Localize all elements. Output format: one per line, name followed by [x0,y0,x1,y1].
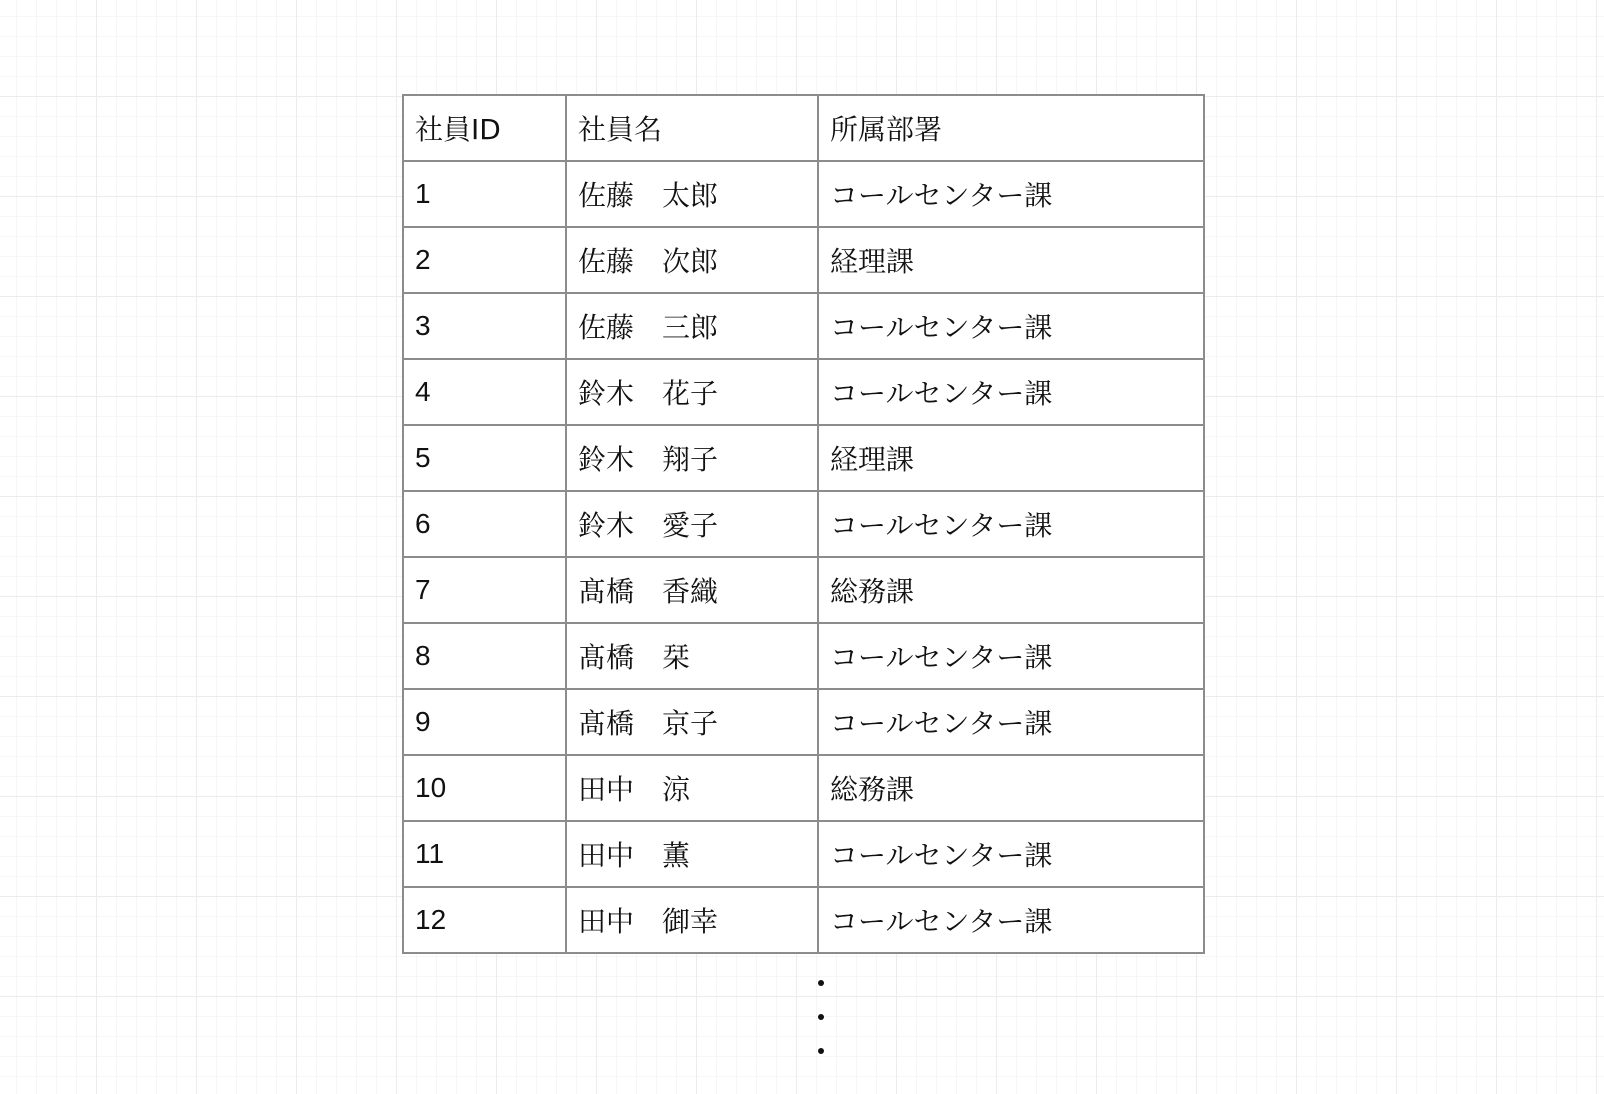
table-row [403,293,1204,359]
cell-employee-id: 12 [403,887,566,953]
cell-employee-name: 田中 涼 [566,755,818,821]
table-row [403,359,1204,425]
cell-employee-id: 11 [403,821,566,887]
cell-employee-name: 髙橋 京子 [566,689,818,755]
cell-department: コールセンター課 [818,161,1204,227]
cell-department: コールセンター課 [818,491,1204,557]
cell-department: 総務課 [818,755,1204,821]
cell-department: 経理課 [818,227,1204,293]
cell-employee-name: 鈴木 翔子 [566,425,818,491]
cell-employee-id: 8 [403,623,566,689]
cell-employee-id: 3 [403,293,566,359]
cell-department: コールセンター課 [818,689,1204,755]
table-row [403,161,1204,227]
cell-employee-name: 佐藤 三郎 [566,293,818,359]
cell-department: 総務課 [818,557,1204,623]
table-row [403,557,1204,623]
cell-employee-id: 2 [403,227,566,293]
table-row [403,755,1204,821]
cell-employee-id: 5 [403,425,566,491]
cell-department: コールセンター課 [818,821,1204,887]
cell-employee-id: 10 [403,755,566,821]
cell-department: コールセンター課 [818,887,1204,953]
header-department: 所属部署 [818,95,1204,161]
cell-employee-id: 7 [403,557,566,623]
cell-employee-id: 1 [403,161,566,227]
cell-employee-id: 6 [403,491,566,557]
table-row [403,623,1204,689]
header-employee-name: 社員名 [566,95,818,161]
table-row [403,689,1204,755]
cell-employee-name: 田中 薫 [566,821,818,887]
table-row [403,887,1204,953]
table-body [403,161,1204,953]
cell-department: コールセンター課 [818,359,1204,425]
table-row [403,821,1204,887]
cell-employee-name: 髙橋 香織 [566,557,818,623]
employee-table [402,94,1205,954]
cell-department: コールセンター課 [818,293,1204,359]
table-row [403,227,1204,293]
cell-employee-name: 鈴木 愛子 [566,491,818,557]
ellipsis-dot [818,1048,824,1054]
cell-employee-id: 4 [403,359,566,425]
table-row [403,491,1204,557]
header-employee-id: 社員ID [403,95,566,161]
continuation-ellipsis [818,980,826,1082]
table-row [403,425,1204,491]
cell-employee-name: 髙橋 栞 [566,623,818,689]
ellipsis-dot [818,1014,824,1020]
cell-employee-id: 9 [403,689,566,755]
cell-employee-name: 佐藤 太郎 [566,161,818,227]
cell-employee-name: 田中 御幸 [566,887,818,953]
ellipsis-dot [818,980,824,986]
header-row [403,95,1204,161]
cell-employee-name: 佐藤 次郎 [566,227,818,293]
cell-department: 経理課 [818,425,1204,491]
cell-employee-name: 鈴木 花子 [566,359,818,425]
cell-department: コールセンター課 [818,623,1204,689]
